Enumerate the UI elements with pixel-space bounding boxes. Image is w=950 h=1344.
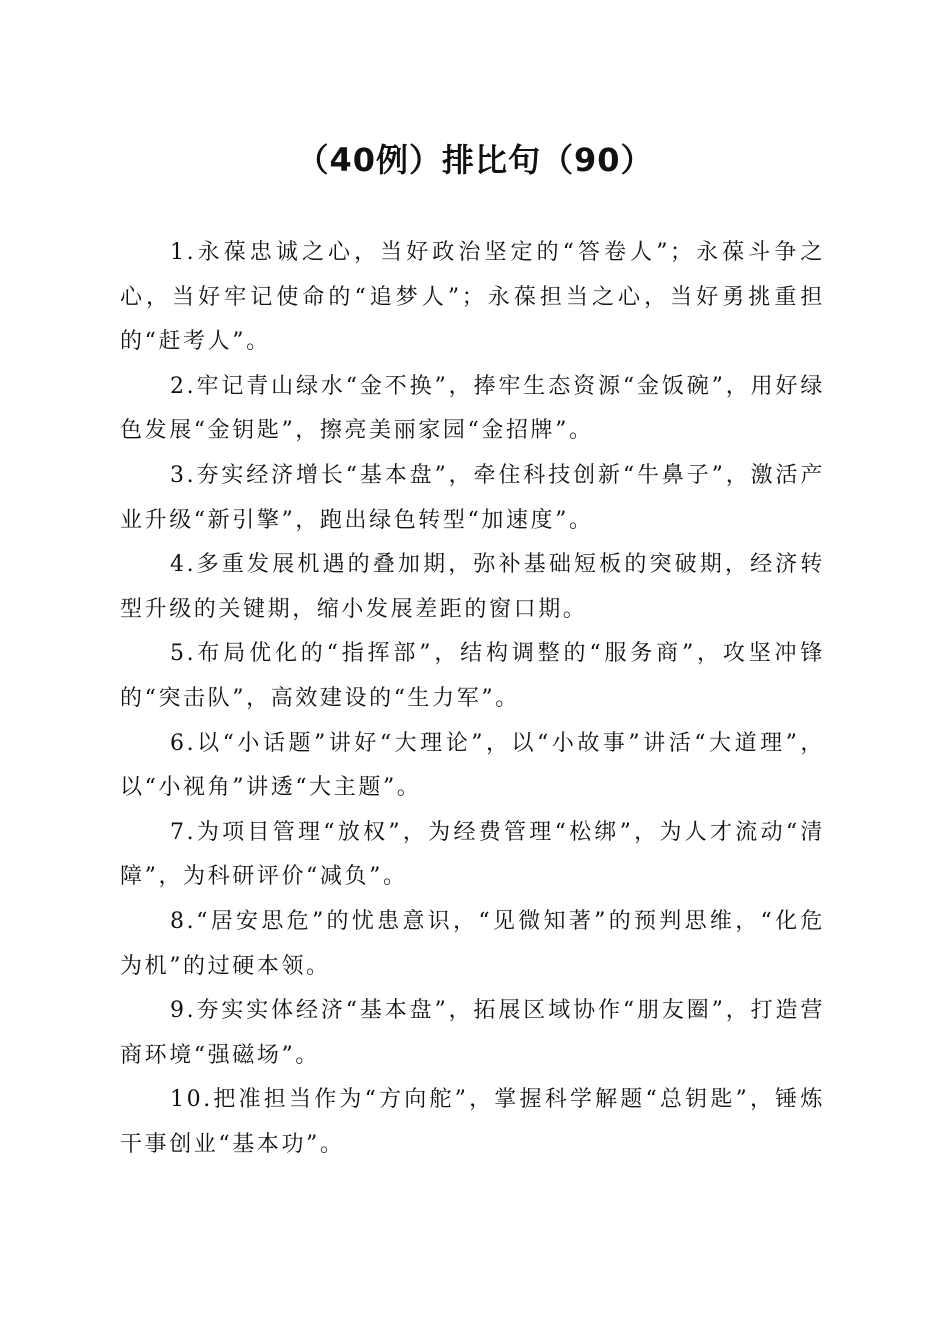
paragraph-9: 9.夯实实体经济“基本盘”，拓展区域协作“朋友圈”，打造营商环境“强磁场”。 — [120, 998, 825, 1068]
paragraph-6: 6.以“小话题”讲好“大理论”，以“小故事”讲活“大道理”，以“小视角”讲透“大主题”。 — [120, 730, 825, 801]
paragraph-8: 8.“居安思危”的忧患意识，“见微知著”的预判思维，“化危为机”的过硬本领。 — [120, 908, 825, 979]
document-body — [120, 231, 825, 1167]
paragraph-7: 7.为项目管理“放权”，为经费管理“松绑”，为人才流动“清障”，为科研评价“减负”。 — [120, 819, 825, 890]
paragraph-2: 2.牢记青山绿水“金不换”，捧牢生态资源“金饭碗”，用好绿色发展“金钥匙”，擦亮美丽家园“金招牌”。 — [120, 373, 825, 444]
paragraph-5: 5.布局优化的“指挥部”，结构调整的“服务商”，攻坚冲锋的“突击队”，高效建设的“生力军”。 — [120, 641, 825, 711]
paragraph-3: 3.夯实经济增长“基本盘”，牵住科技创新“牛鼻子”，激活产业升级“新引擎”，跑出绿色转型“加速度”。 — [120, 462, 825, 533]
paragraph-1: 1.永葆忠诚之心，当好政治坚定的“答卷人”；永葆斗争之心，当好牢记使命的“追梦人”；永葆担当之心，当好勇挑重担的“赶考人”。 — [120, 240, 825, 355]
paragraph-10: 10.把准担当作为“方向舵”，掌握科学解题“总钥匙”，锤炼干事创业“基本功”。 — [120, 1087, 825, 1157]
page-title: （40例）排比句（90） — [296, 141, 654, 179]
paragraph-4: 4.多重发展机遇的叠加期，弥补基础短板的突破期，经济转型升级的关键期，缩小发展差距的窗口期。 — [120, 552, 825, 622]
